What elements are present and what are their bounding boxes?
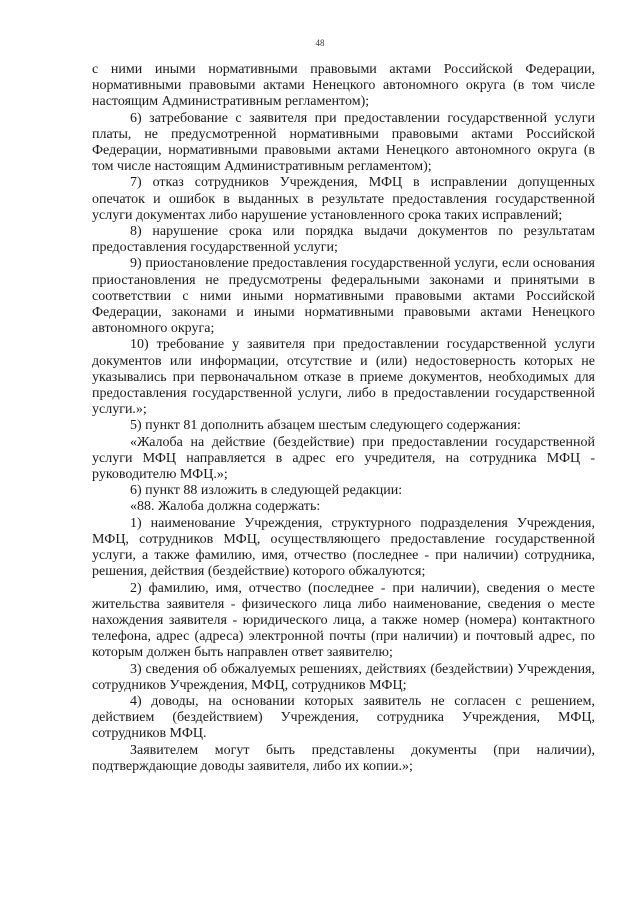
paragraph-item-10: 10) требование у заявителя при предоставлении государственной услуги документов или информации, отсутствие и (или) недостоверность которых не указывались при первоначальном отказе в приеме документов, необходимых для предоставления государственной услуги, либо в предоставлении государственной услуги.»; [92,337,595,418]
paragraph-clause-88: «88. Жалоба должна содержать: [130,499,321,515]
paragraph-amendment-5: 5) пункт 81 дополнить абзацем шестым следующего содержания: [130,418,521,434]
paragraph-continuation: с ними иными нормативными правовыми актами Российской Федерации, нормативными правовыми актами Ненецкого автономного округа (в том числе настоящим Административным регламентом); [92,62,595,110]
paragraph-amendment-6: 6) пункт 88 изложить в следующей редакции: [130,483,403,499]
page-number: 48 [315,38,325,48]
paragraph-item-7: 7) отказ сотрудников Учреждения, МФЦ в исправлении допущенных опечаток и ошибок в выданных в результате предоставления государственной услуги документах либо нарушение установленного срока таких исправлений; [92,175,595,223]
document-body [92,62,595,775]
paragraph-item-6: 6) затребование с заявителя при предоставлении государственной услуги платы, не предусмотренной нормативными правовыми актами Российской Федерации, нормативными правовыми актами Ненецкого автономного округа (в том числе настоящим Административным регламентом); [92,110,595,175]
paragraph-requirement-4: 4) доводы, на основании которых заявитель не согласен с решением, действием (бездействием) Учреждения, сотрудника Учреждения, МФЦ, сотрудников МФЦ. [92,693,595,742]
paragraph-supporting-documents: Заявителем могут быть представлены документы (при наличии), подтверждающие доводы заявителя, либо их копии.»; [92,742,595,774]
paragraph-item-8: 8) нарушение срока или порядка выдачи документов по результатам предоставления государственной услуги; [92,224,595,256]
paragraph-requirement-1: 1) наименование Учреждения, структурного подразделения Учреждения, МФЦ, сотрудников МФЦ, осуществляющего предоставление государственной услуги, а также фамилию, имя, отчество (последнее - при наличии) сотрудника, решения, действия (бездействие) которого обжалуются; [92,515,595,580]
paragraph-requirement-3: 3) сведения об обжалуемых решениях, действиях (бездействии) Учреждения, сотрудников Учреждения, МФЦ, сотрудников МФЦ; [92,661,595,693]
paragraph-item-9: 9) приостановление предоставления государственной услуги, если основания приостановления не предусмотрены федеральными законами и принятыми в соответствии с ними иными нормативными правовыми актами Российской Федерации, законами и иными нормативными правовыми актами Ненецкого автономного округа; [92,256,595,337]
paragraph-requirement-2: 2) фамилию, имя, отчество (последнее - при наличии), сведения о месте жительства заявителя - физического лица либо наименование, сведения о месте нахождения заявителя - юридического лица, а также номер (номера) контактного телефона, адрес (адреса) электронной почты (при наличии) и почтовый адрес, по которым должен быть направлен ответ заявителю; [92,580,595,661]
paragraph-complaint-mfc: «Жалоба на действие (бездействие) при предоставлении государственной услуги МФЦ направляется в адрес его учредителя, на сотрудника МФЦ - руководителю МФЦ.»; [92,434,595,483]
